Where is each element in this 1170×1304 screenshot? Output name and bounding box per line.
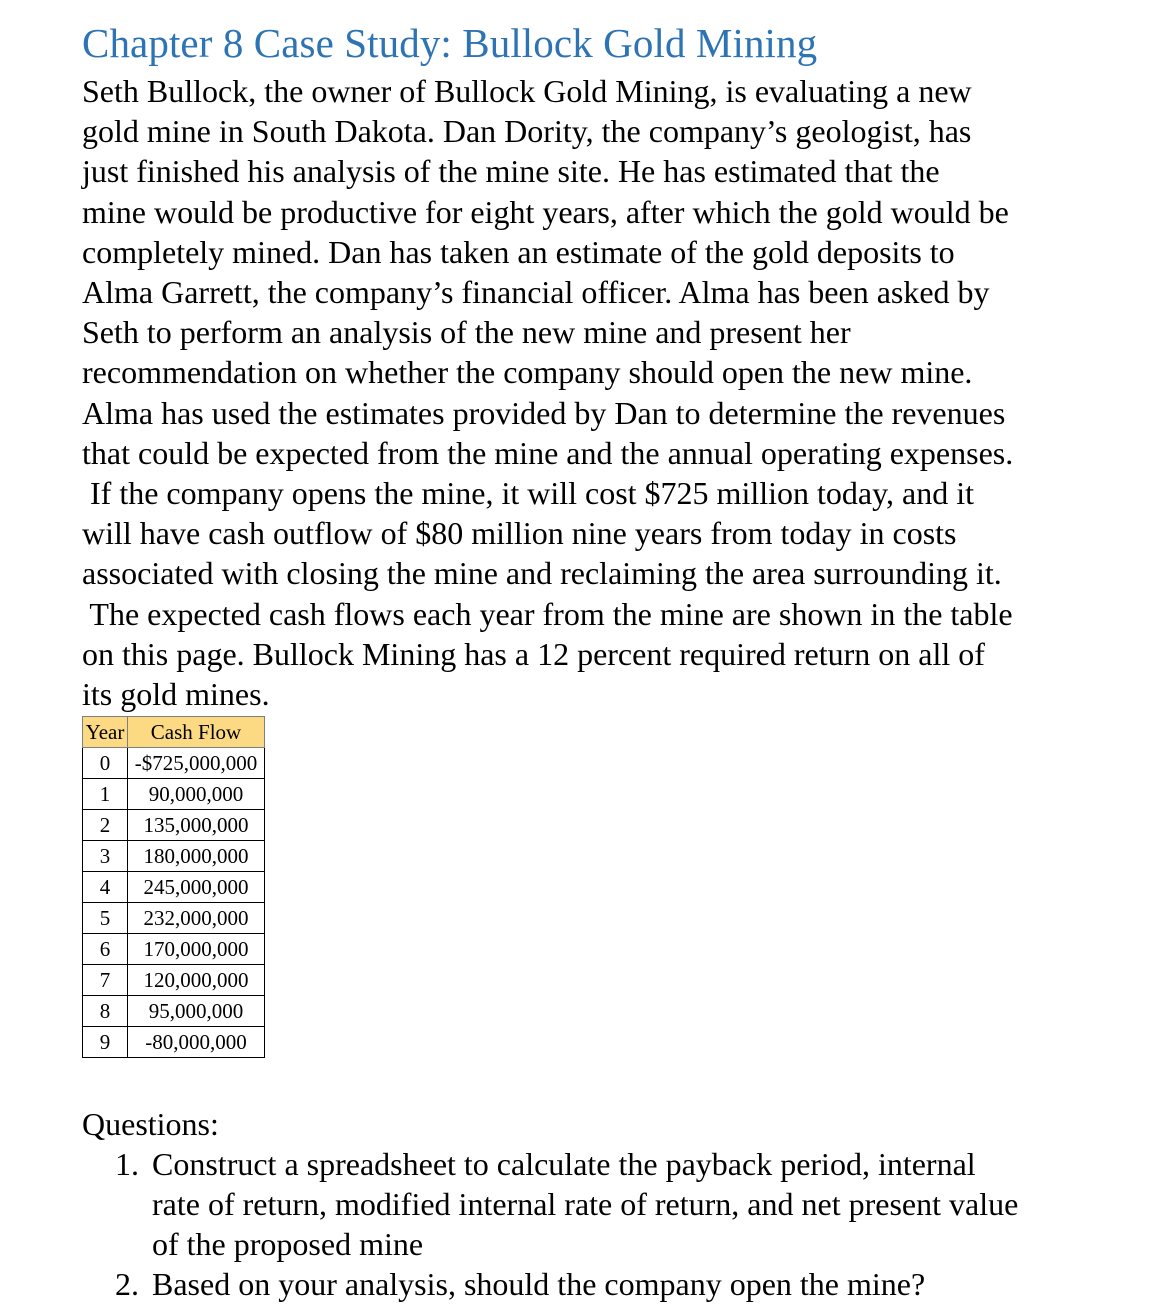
paragraph-line: Seth to perform an analysis of the new mine and present her [82, 314, 851, 351]
table-row [83, 841, 265, 872]
year-cell: 4 [83, 872, 128, 903]
table-row [83, 965, 265, 996]
table-header-row [83, 717, 265, 748]
paragraph-line: gold mine in South Dakota. Dan Dority, the company’s geologist, has [82, 113, 972, 150]
paragraph-line: will have cash outflow of $80 million nine years from today in costs [82, 515, 957, 552]
question-number: 2. [115, 1266, 139, 1302]
year-cell: 9 [83, 1027, 128, 1058]
table-row [83, 748, 265, 779]
question-number: 1. [115, 1146, 139, 1182]
question-item [82, 1144, 1092, 1264]
year-cell: 5 [83, 903, 128, 934]
page-title: Chapter 8 Case Study: Bullock Gold Mining [82, 20, 818, 66]
cash-flow-cell: 135,000,000 [128, 810, 265, 841]
paragraph-line: completely mined. Dan has taken an estimate of the gold deposits to [82, 233, 955, 270]
questions-section [82, 1104, 1092, 1304]
table-row [83, 872, 265, 903]
year-cell: 2 [83, 810, 128, 841]
cash-flow-cell: 180,000,000 [128, 841, 265, 872]
year-cell: 1 [83, 779, 128, 810]
year-cell: 6 [83, 934, 128, 965]
cash-flow-cell: 120,000,000 [128, 965, 265, 996]
question-line: Construct a spreadsheet to calculate the payback period, internal [152, 1146, 976, 1182]
year-cell: 0 [83, 748, 128, 779]
table-row [83, 903, 265, 934]
table-row [83, 810, 265, 841]
cash-flow-cell: -$725,000,000 [128, 748, 265, 779]
column-header-cash-flow: Cash Flow [128, 717, 265, 748]
cash-flow-cell: 232,000,000 [128, 903, 265, 934]
question-line: of the proposed mine [152, 1226, 424, 1262]
table-row [83, 1027, 265, 1058]
paragraph-line: recommendation on whether the company should open the new mine. [82, 354, 973, 391]
year-cell: 8 [83, 996, 128, 1027]
paragraph-line: Alma Garrett, the company’s financial officer. Alma has been asked by [82, 274, 990, 311]
cash-flow-cell: 95,000,000 [128, 996, 265, 1027]
paragraph-line: that could be expected from the mine and the annual operating expenses. [82, 434, 1014, 471]
cash-flow-cell: 170,000,000 [128, 934, 265, 965]
question-item [82, 1264, 1092, 1304]
year-cell: 7 [83, 965, 128, 996]
paragraph-line: on this page. Bullock Mining has a 12 percent required return on all of [82, 635, 985, 672]
question-line: rate of return, modified internal rate of return, and net present value [152, 1186, 1019, 1222]
table-row [83, 934, 265, 965]
cash-flow-cell: 245,000,000 [128, 872, 265, 903]
year-cell: 3 [83, 841, 128, 872]
paragraph-line: mine would be productive for eight years, after which the gold would be [82, 193, 1009, 230]
cash-flow-cell: 90,000,000 [128, 779, 265, 810]
paragraph-line: Seth Bullock, the owner of Bullock Gold Mining, is evaluating a new [82, 73, 972, 109]
document-page [82, 14, 1092, 1302]
table-row [83, 996, 265, 1027]
table-row [83, 779, 265, 810]
case-description [82, 71, 1092, 714]
paragraph-line: its gold mines. [82, 676, 270, 713]
paragraph-line: The expected cash flows each year from the mine are shown in the table [82, 595, 1013, 632]
paragraph-line: associated with closing the mine and reclaiming the area surrounding it. [82, 555, 1002, 592]
questions-list [82, 1144, 1092, 1304]
cash-flow-table [82, 716, 265, 1058]
questions-heading: Questions: [82, 1106, 219, 1142]
paragraph-line: Alma has used the estimates provided by Dan to determine the revenues [82, 394, 1006, 431]
column-header-year: Year [83, 717, 128, 748]
paragraph-line: just finished his analysis of the mine site. He has estimated that the [82, 153, 940, 190]
paragraph-line: If the company opens the mine, it will cost $725 million today, and it [82, 475, 974, 512]
cash-flow-cell: -80,000,000 [128, 1027, 265, 1058]
question-line: Based on your analysis, should the company open the mine? [152, 1266, 926, 1302]
